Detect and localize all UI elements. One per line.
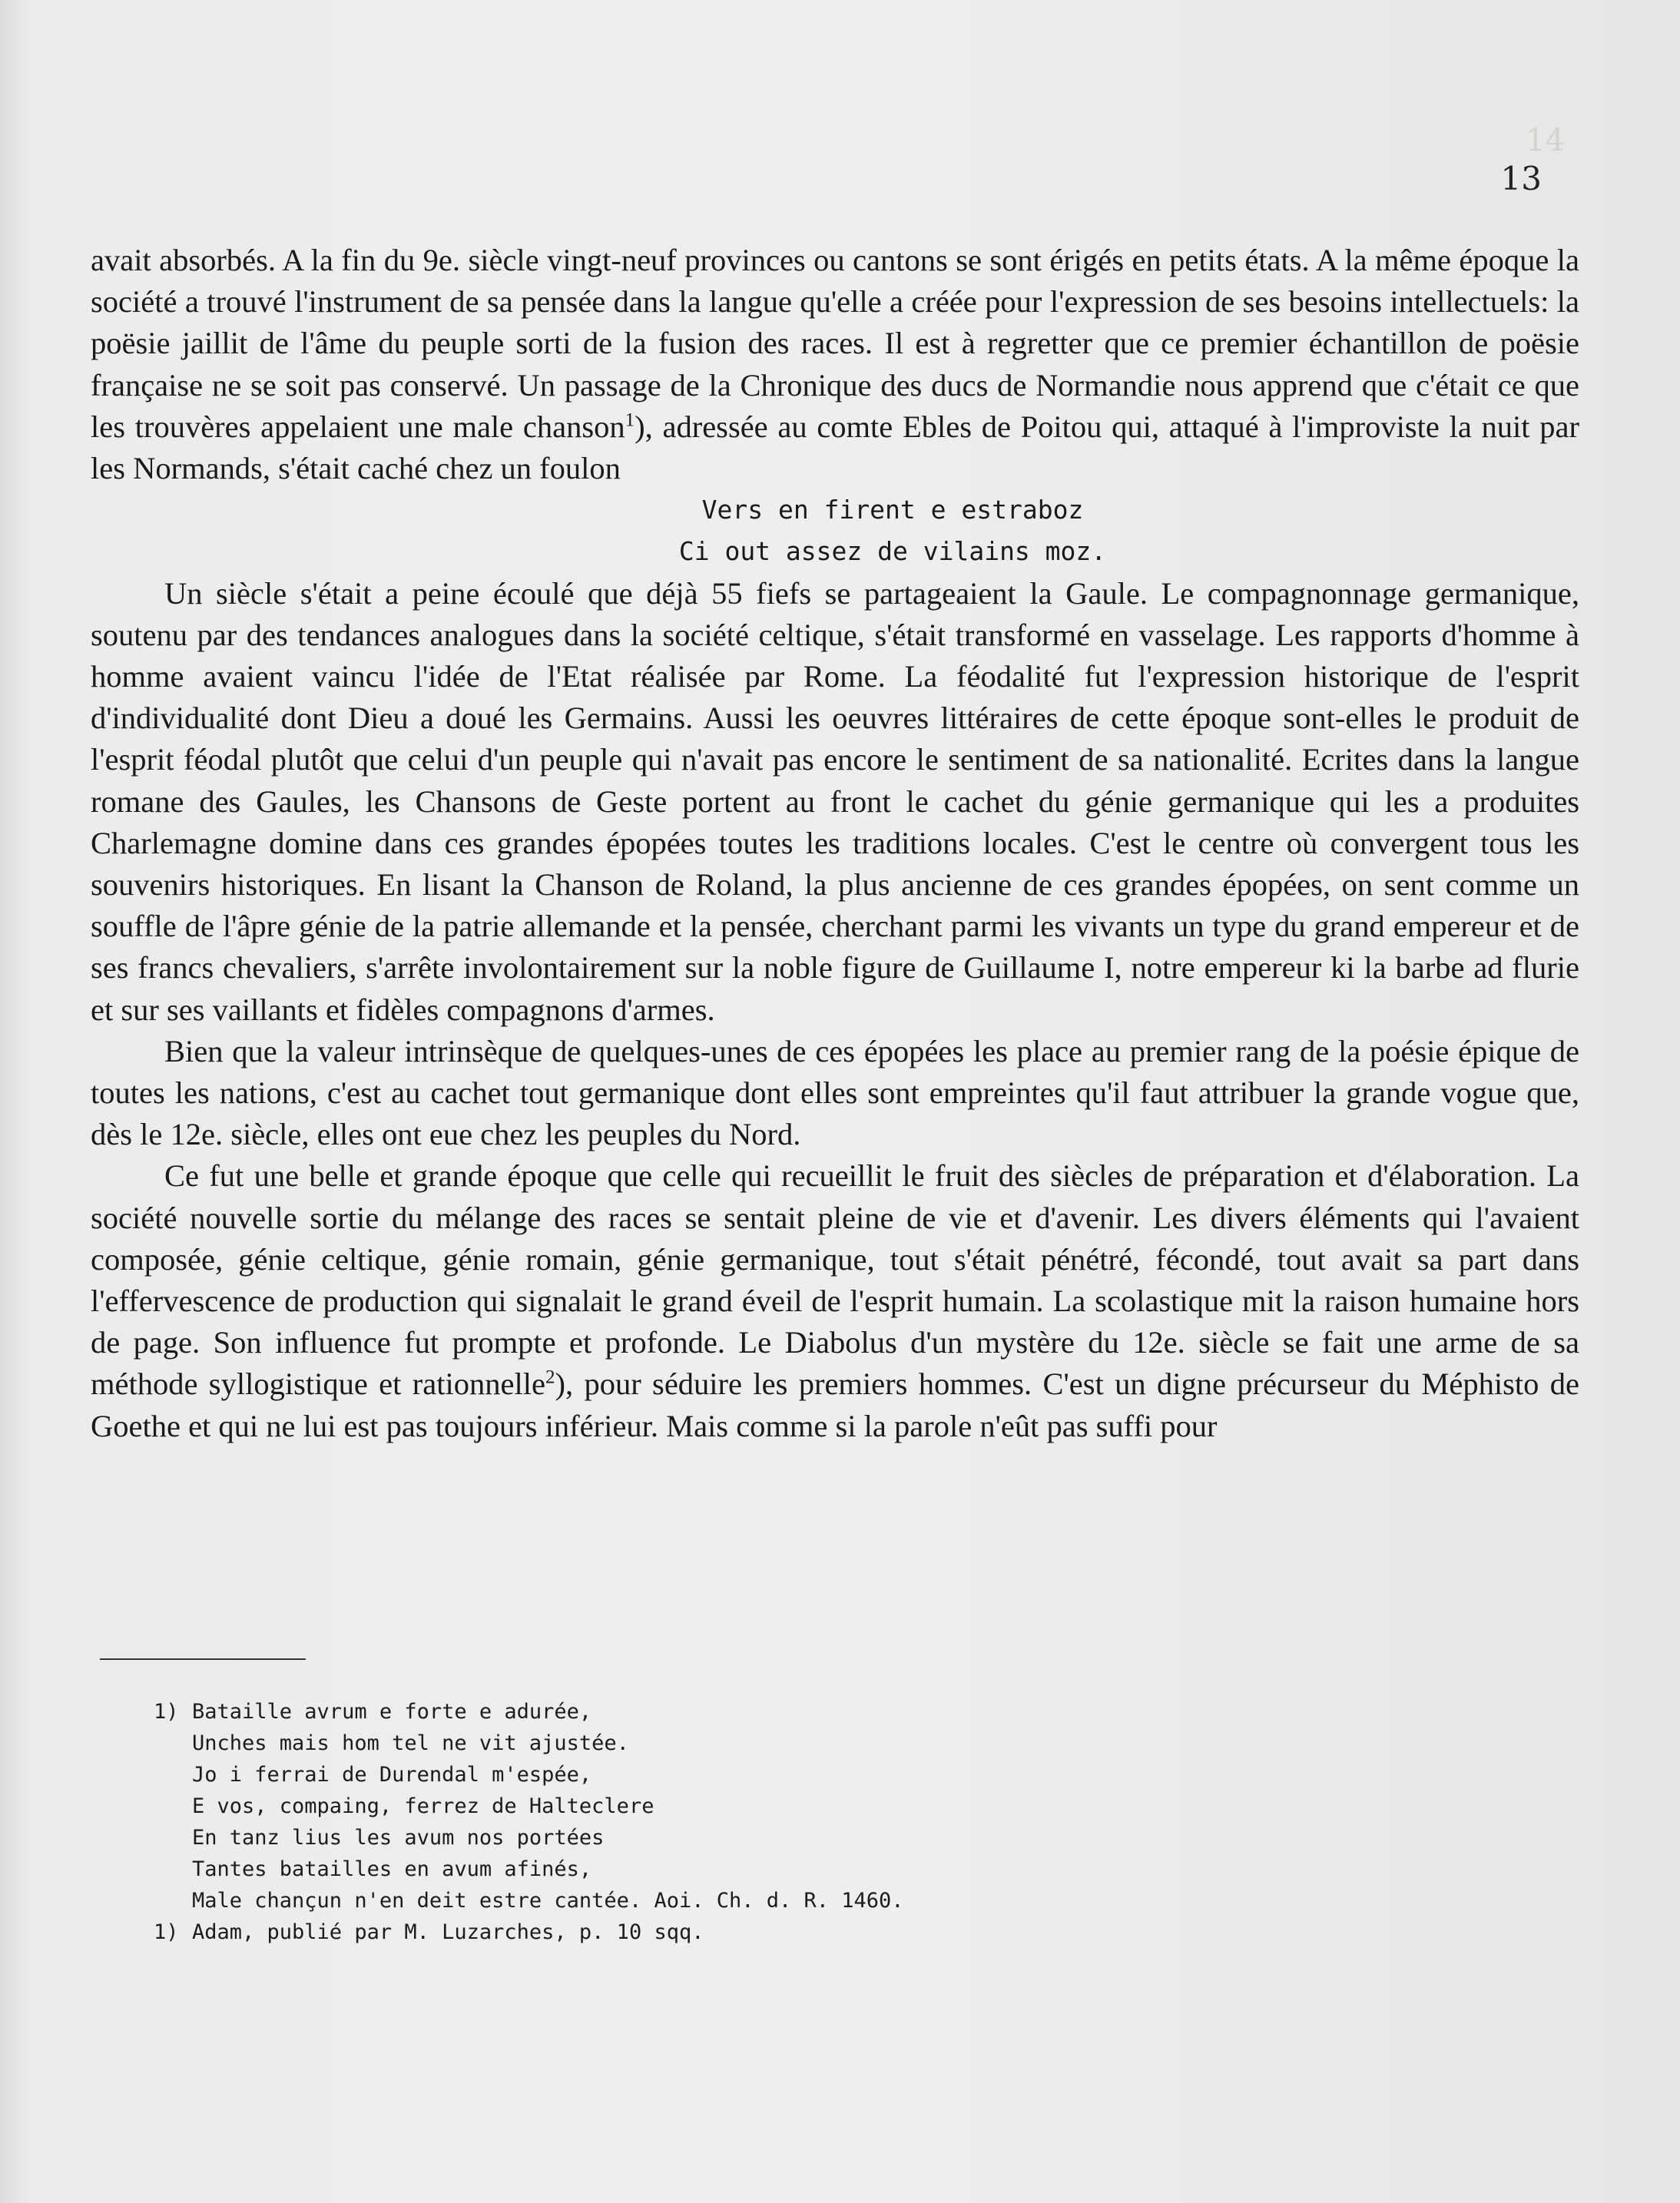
footnote-rule [100, 1658, 306, 1660]
footnote-ref-2: 2 [545, 1367, 555, 1388]
bleed-through-number: 14 [1526, 123, 1565, 158]
footnote-line: Tantes batailles en avum afinés, [192, 1857, 592, 1881]
footnote-line: 1) Bataille avrum e forte e adurée, [154, 1700, 592, 1724]
footnote-line: Jo i ferrai de Durendal m'espée, [192, 1763, 592, 1787]
verse-line-1: Vers en firent e estraboz [701, 495, 1084, 525]
paragraph-1: avait absorbés. A la fin du 9e. siècle vingt-neuf provinces ou cantons se sont érigés en petits états. A la même époque la société a trouvé l'instrument de sa pensée dans la langue qu'elle a créée pour l'expression de ses besoins intellectuels: la poësie jaillit de l'âme du peuple sorti de la fusion des races. Il est à regretter que ce premier échantillon de poësie française ne se soit pas conservé. Un passage de la Chronique des ducs de Normandie nous apprend que c'était ce que les trouvères appelaient une male chanson$^1$), adressée au comte Ebles de Poitou qui, attaqué à l'improviste la nuit par les Normands, s'était caché chez un foulon [91, 243, 1579, 486]
page-number: 13 [1500, 160, 1542, 197]
footnote-line: En tanz lius les avum nos portées [192, 1826, 605, 1850]
footnote-line: Unches mais hom tel ne vit ajustée. [192, 1731, 629, 1755]
paragraph-2: Un siècle s'était a peine écoulé que déjà 55 fiefs se partageaient la Gaule. Le compagnonnage germanique, soutenu par des tendances analogues dans la société celtique, s'était transformé en vasselage. Les rapports d'homme à homme avaient vaincu l'idée de l'Etat réalisée par Rome. La féodalité fut l'expression historique de l'esprit d'individualité dont Dieu a doué les Germains. Aussi les oeuvres littéraires de cette époque sont-elles le produit de l'esprit féodal plutôt que celui d'un peuple qui n'avait pas encore le sentiment de sa nationalité. Ecrites dans la langue romane des Gaules, les Chansons de Geste portent au front le cachet du génie germanique qui les a produites Charlemagne domine dans ces grandes épopées toutes les traditions locales. C'est le centre où convergent tous les souvenirs historiques. En lisant la Chanson de Roland, la plus ancienne de ces grandes épopées, on sent comme un souffle de l'âpre génie de la patrie allemande et la pensée, cherchant parmi les vivants un type du grand empereur et de ses francs chevaliers, s'arrête involontairement sur la noble figure de Guillaume I, notre empereur ki la barbe ad flurie et sur ses vaillants et fidèles compagnons d'armes. [91, 575, 1579, 1027]
body-text [91, 240, 1579, 1447]
paragraph-4: Ce fut une belle et grande époque que celle qui recueillit le fruit des siècles de préparation et d'élaboration. La société nouvelle sortie du mélange des races se sentait pleine de vie et d'avenir. Les divers éléments qui l'avaient composée, génie celtique, génie romain, génie germanique, tout s'était pénétré, fécondé, tout avait sa part dans l'effervescence de production qui signalait le grand éveil de l'esprit humain. La scolastique mit la raison humaine hors de page. Son influence fut prompte et profonde. Le Diabolus d'un mystère du 12e. siècle se fait une arme de sa méthode syllogistique et rationnelle$^2$), pour séduire les premiers hommes. C'est un digne précurseur du Méphisto de Goethe et qui ne lui est pas toujours inférieur. Mais comme si la parole n'eût pas suffi pour [91, 1158, 1579, 1443]
verse-line-2: Ci out assez de vilains moz. [678, 536, 1107, 567]
footnote-line: 1) Adam, publié par M. Luzarches, p. 10 sqq. [154, 1920, 704, 1944]
footnote-line: Male chançun n'en deit estre cantée. Aoi. Ch. d. R. 1460. [192, 1889, 904, 1913]
footnote-line: E vos, compaing, ferrez de Halteclere [192, 1794, 654, 1818]
paragraph-3: Bien que la valeur intrinsèque de quelques-unes de ces épopées les place au premier rang de la poésie épique de toutes les nations, c'est au cachet tout germanique dont elles sont empreintes qu'il faut attribuer la grande vogue que, dès le 12e. siècle, elles ont eue chez les peuples du Nord. [91, 1033, 1579, 1152]
footnotes [154, 1696, 1460, 1948]
footnote-ref-1: 1 [625, 409, 635, 431]
